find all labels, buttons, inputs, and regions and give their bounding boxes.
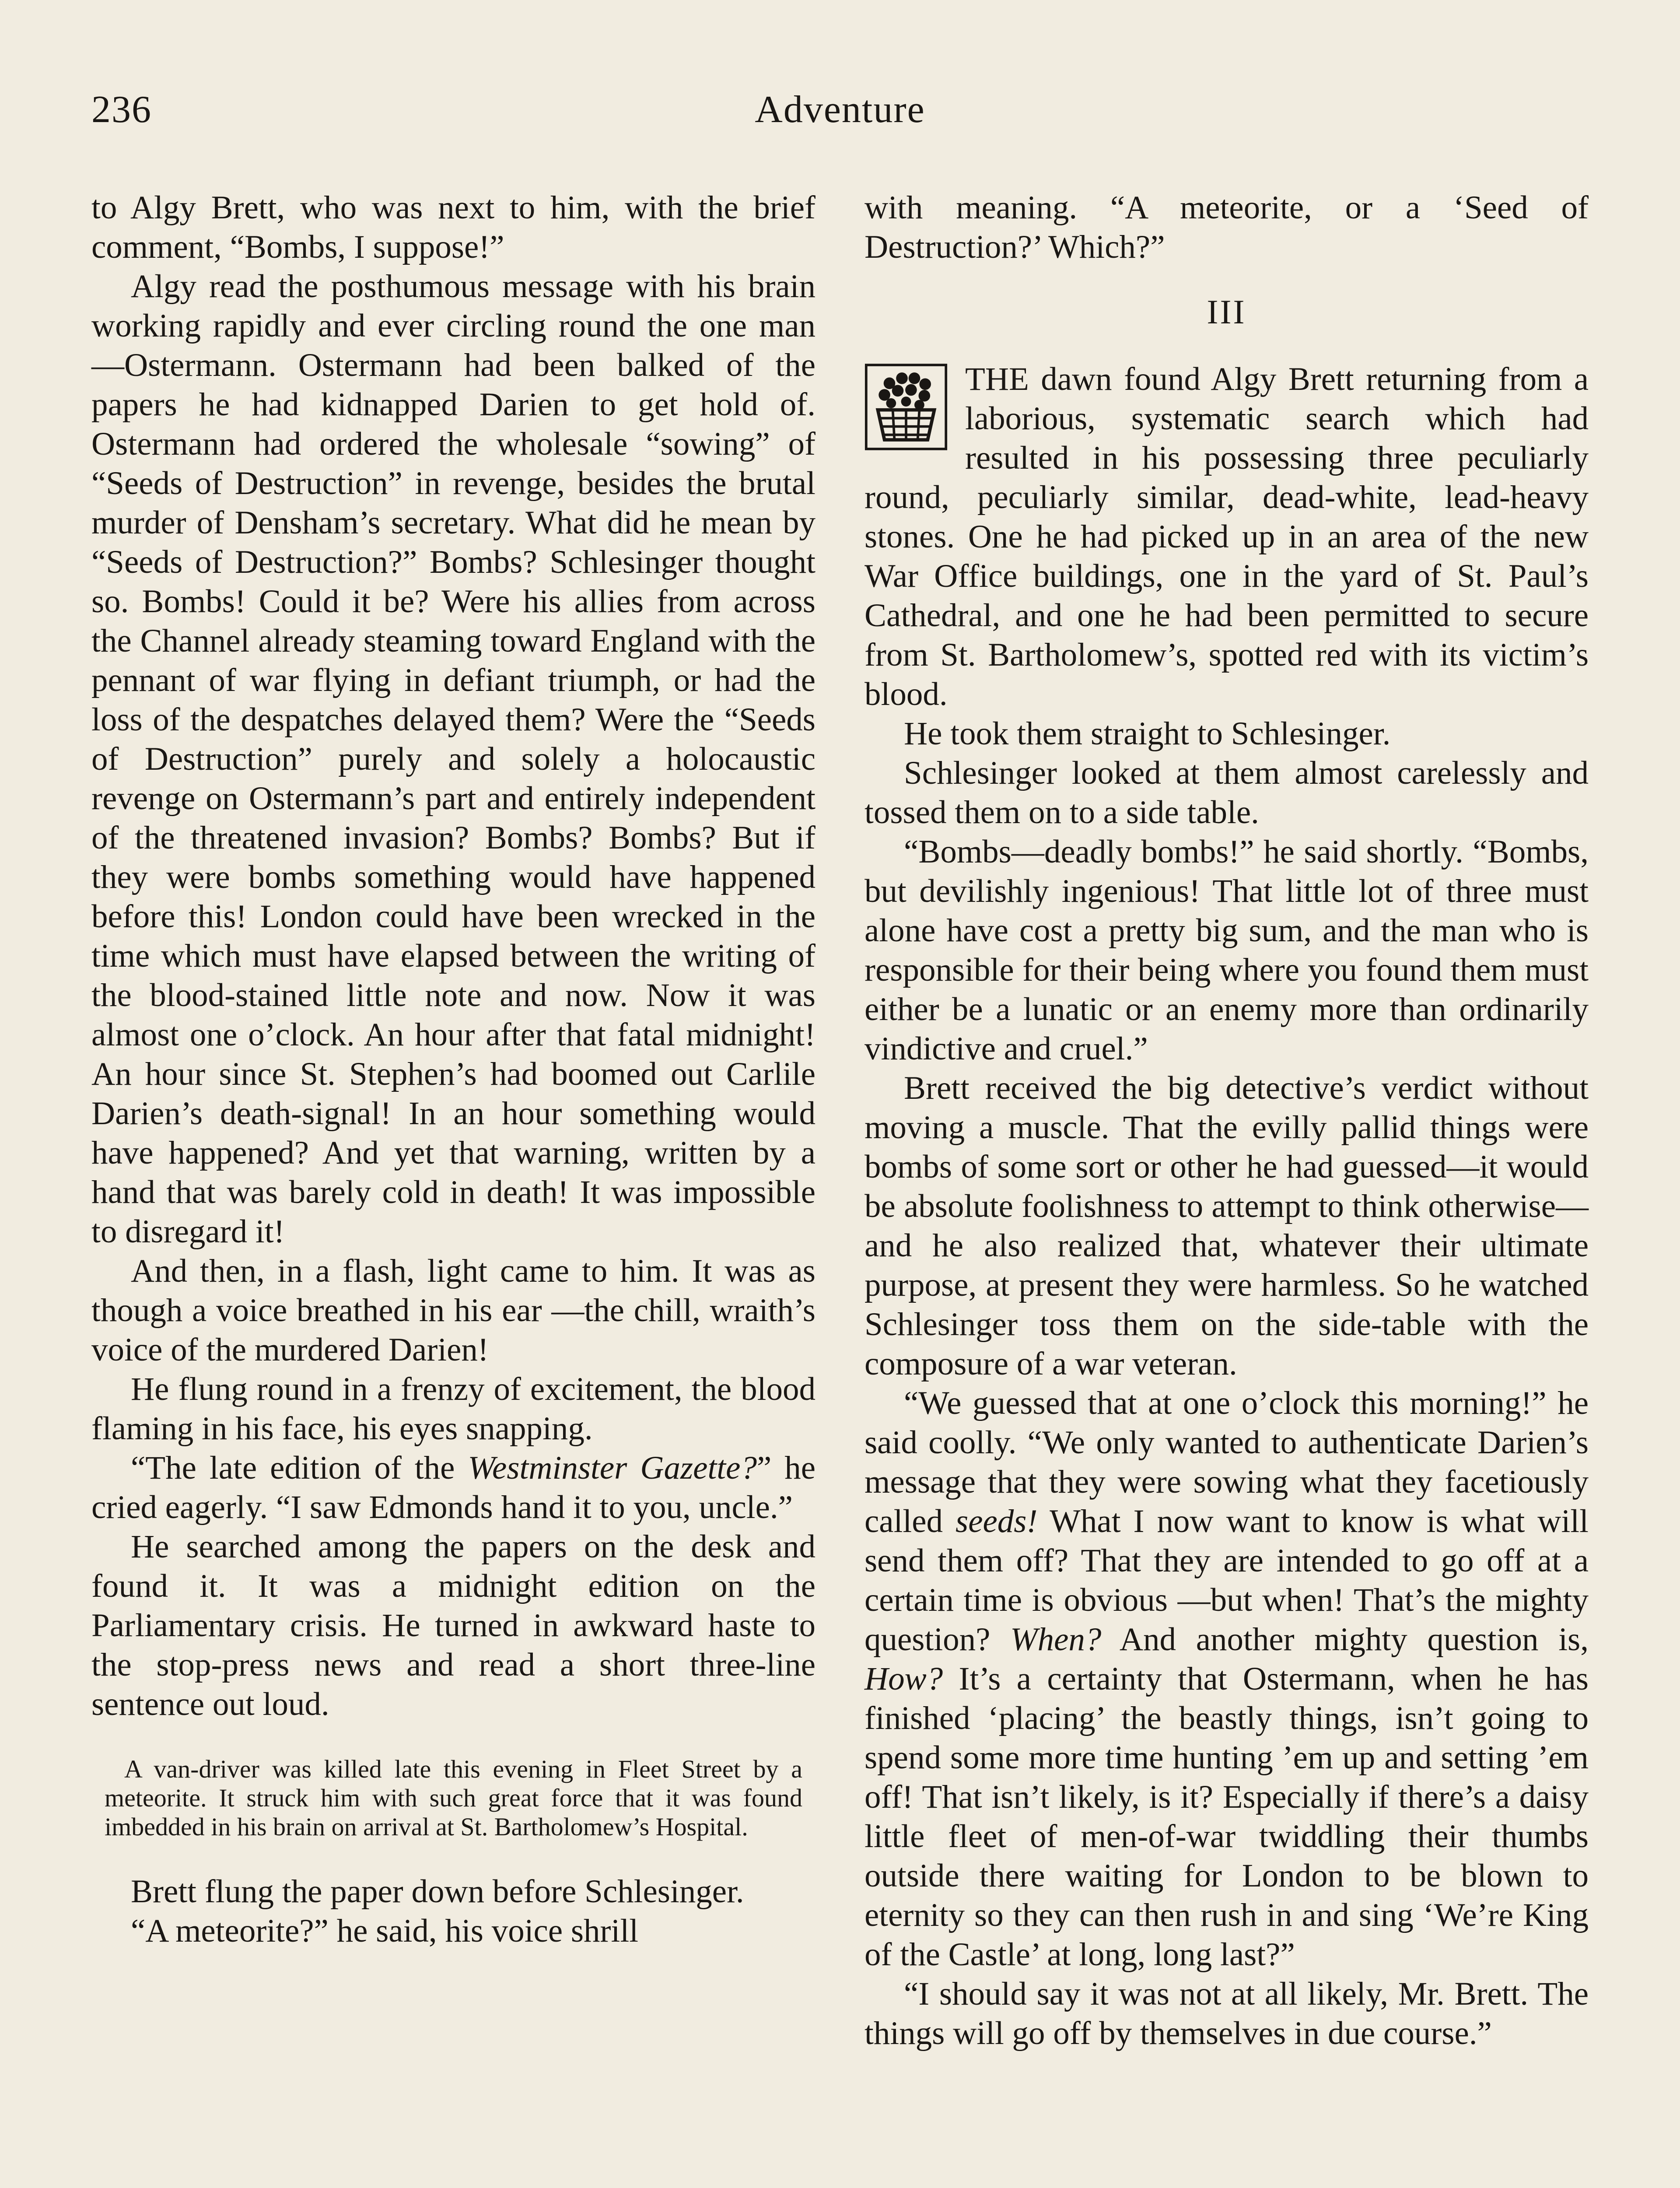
paragraph: to Algy Brett, who was next to him, with the brief comment, “Bombs, I suppose!”	[91, 189, 816, 265]
section-number: III	[1207, 293, 1246, 331]
paragraph	[864, 1384, 1589, 1974]
paragraph: He searched among the papers on the desk and found it. It was a midnight edition on the Parliamentary crisis. He turned in awkward haste to the stop-press news and read a short three-line sentence out loud.	[91, 1529, 816, 1722]
paragraph: He took them straight to Schlesinger.	[904, 715, 1391, 752]
text-run: ” he cried eagerly. “I saw Edmonds hand it to you, uncle.”	[91, 1450, 816, 1525]
paragraph: “Bombs—deadly bombs!” he said shortly. “Bombs, but devilishly ingenious! That little lot of three must alone have cost a pretty big sum, and the man who is responsible for their being where you found them must either be a lunatic or an enemy more than ordinarily vindictive and cruel.”	[864, 834, 1589, 1067]
running-head: Adventure	[755, 88, 925, 131]
text-run: “The late edition of the	[131, 1450, 468, 1486]
paragraph: Brett received the big detective’s verdict without moving a muscle. That the evilly pallid things were bombs of some sort or other he had guessed—it would be absolute foolishness to attempt to think otherwise— and he also realized that, whatever their ultimate purpose, at present they were harmless. So he watched Schlesinger toss them on the side-table with the composure of a war veteran.	[864, 1070, 1589, 1382]
paragraph: “I should say it was not at all likely, Mr. Brett. The things will go off by themselves in due course.”	[864, 1976, 1589, 2051]
text-run: “We guessed that at one o’clock this morning!” he said coolly. “We only wanted to authenticate Darien’s message that they were sowing what they facetiously called	[864, 1385, 1589, 1539]
paragraph: Brett flung the paper down before Schlesinger.	[131, 1873, 744, 1910]
paragraph: And then, in a flash, light came to him. It was as though a voice breathed in his ear —the chill, wraith’s voice of the murdered Darien!	[91, 1253, 816, 1368]
page-header	[91, 88, 1589, 153]
paragraph: THE dawn found Algy Brett returning from a laborious, systematic search which had resulted in his possessing three peculiarly round, peculiarly similar, dead-white, lead-heavy stones. One he had picked up in an area of the new War Office buildings, one in the yard of St. Paul’s Cathedral, and one he had been permitted to secure from St. Bartholomew’s, spotted red with its victim’s blood.	[864, 361, 1589, 712]
section-opening	[864, 360, 1589, 714]
left-column	[91, 188, 816, 1951]
text-run: What I now want to know is what will send them off? That they are intended to go off at a certain time is obvious —but when! That’s the mighty question?	[864, 1503, 1589, 1658]
text-run: And another mighty question is,	[1101, 1621, 1589, 1658]
paragraph: Schlesinger looked at them almost carelessly and tossed them on to a side table.	[864, 755, 1589, 831]
flower-basket-ornament-icon	[864, 363, 948, 451]
paragraph	[91, 1448, 816, 1527]
notice-text: A van-driver was killed late this evening in Fleet Street by a meteorite. It struck him with such great force that it was found imbedded in his brain on arrival at St. Bartholomew’s Hospital.	[105, 1755, 802, 1841]
emphasis: seeds!	[956, 1503, 1038, 1539]
page-number: 236	[91, 88, 152, 131]
paragraph: He flung round in a frenzy of excitement, the blood flaming in his face, his eyes snapping.	[91, 1371, 816, 1447]
newspaper-title: Westminster Gazette?	[468, 1450, 757, 1486]
paragraph: with meaning. “A meteorite, or a ‘Seed of Destruction?’ Which?”	[864, 189, 1589, 265]
emphasis: How?	[864, 1661, 943, 1697]
stop-press-notice	[91, 1755, 816, 1841]
emphasis: When?	[1010, 1621, 1102, 1658]
paragraph: “A meteorite?” he said, his voice shrill	[131, 1913, 639, 1949]
right-column	[864, 188, 1589, 2053]
paragraph: Algy read the posthumous message with his brain working rapidly and ever circling round the one man—Ostermann. Ostermann had been balked of the papers he had kidnapped Darien to get hold of. Ostermann had ordered the wholesale “sowing” of “Seeds of Destruction” in revenge, besides the brutal murder of Densham’s secretary. What did he mean by “Seeds of Destruction?” Bombs? Schlesinger thought so. Bombs! Could it be? Were his allies from across the Channel already steaming toward England with the pennant of war flying in defiant triumph, or had the loss of the despatches delayed them? Were the “Seeds of Destruction” purely and solely a holocaustic revenge on Ostermann’s part and entirely independent of the threatened invasion? Bombs? Bombs? But if they were bombs something would have happened before this! London could have been wrecked in the time which must have elapsed between the writing of the blood-stained little note and now. Now it was almost one o’clock. An hour after that fatal midnight! An hour since St. Stephen’s had boomed out Carlile Darien’s death-signal! In an hour something would have happened? And yet that warning, written by a hand that was barely cold in death! It was impossible to disregard it!	[91, 268, 816, 1250]
text-run: It’s a certainty that Ostermann, when he has finished ‘placing’ the beastly things, isn’t going to spend some more time hunting ’em up and setting ’em off! That isn’t likely, is it? Especially if there’s a daisy little fleet of men-of-war twiddling their thumbs outside there waiting for London to be blown to eternity so they can then rush in and sing ‘We’re King of the Castle’ at long, long last?”	[864, 1661, 1589, 1973]
